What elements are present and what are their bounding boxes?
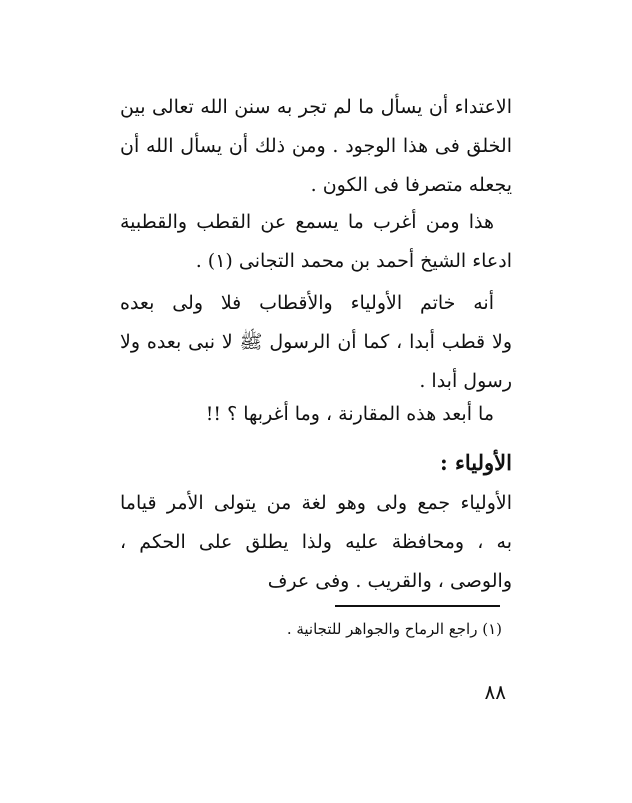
text-line: ما أبعد هذه المقارنة ، وما أغربها ؟ !! xyxy=(205,403,494,425)
section-heading xyxy=(120,443,512,482)
paragraph-5 xyxy=(120,484,512,601)
footnote-separator xyxy=(335,605,500,607)
text-line: الخلق فى هذا الوجود . ومن ذلك أن يسأل الله أن xyxy=(120,135,512,157)
text-line: ولا قطب أبدا ، كما أن الرسول ﷺ لا نبى بعده ولا xyxy=(120,331,512,353)
paragraph-4 xyxy=(120,395,512,434)
text-line: رسول أبدا . xyxy=(419,370,512,392)
text-line: هذا ومن أغرب ما يسمع عن القطب والقطبية xyxy=(120,211,494,233)
heading-text: الأولياء : xyxy=(439,450,512,475)
text-line: والوصى ، والقريب . وفى عرف xyxy=(267,570,512,592)
text-line: الاعتداء أن يسأل ما لم تجر به سنن الله تعالى بين xyxy=(120,96,512,118)
text-line: أنه خاتم الأولياء والأقطاب فلا ولى بعده xyxy=(120,292,494,314)
text-line: الأولياء جمع ولى وهو لغة من يتولى الأمر قياما xyxy=(120,492,512,514)
footnote: (١) راجع الرماح والجواهر للتجانية . xyxy=(286,620,502,638)
text-line: يجعله متصرفا فى الكون . xyxy=(310,174,512,196)
text-line: ادعاء الشيخ أحمد بن محمد التجانى (١) . xyxy=(195,250,512,272)
text-line: به ، ومحافظة عليه ولذا يطلق على الحكم ، xyxy=(120,531,512,553)
paragraph-2 xyxy=(120,203,512,281)
paragraph-3 xyxy=(120,284,512,401)
paragraph-1 xyxy=(120,88,512,205)
page-number: ٨٨ xyxy=(484,680,506,704)
